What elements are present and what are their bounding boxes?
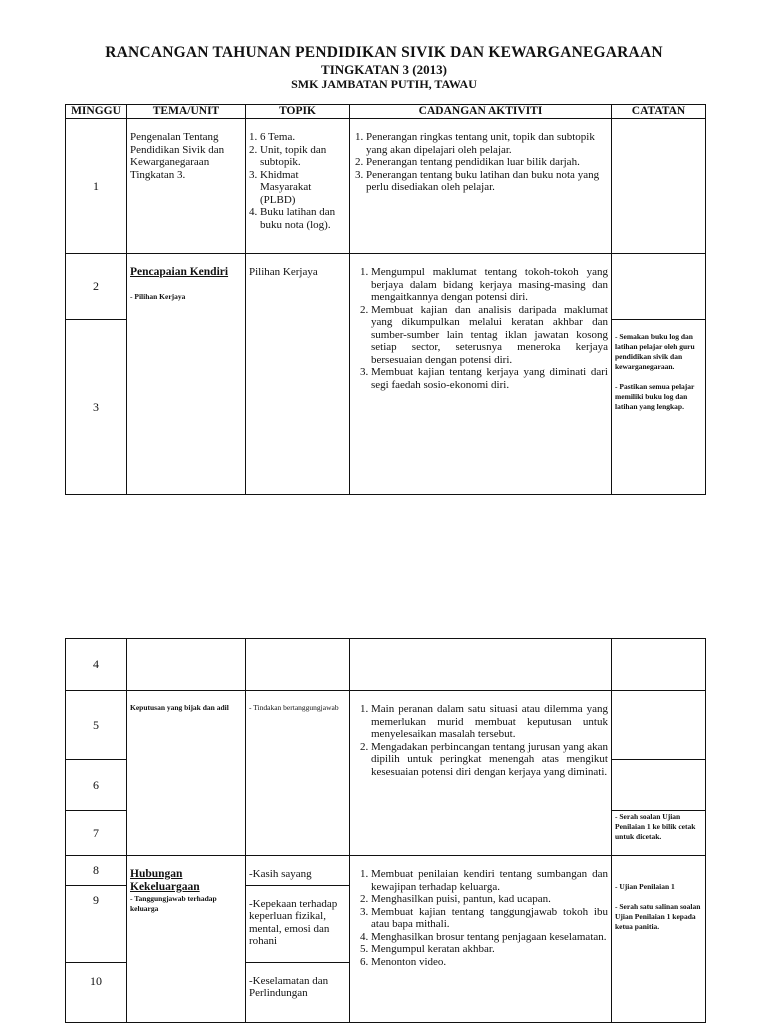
col-header-minggu: MINGGU [66,105,127,119]
unit-subtitle: - Tanggungjawab terhadap keluarga [130,894,217,913]
topik-text: - Tindakan bertanggungjawab [249,703,339,712]
topik-item: 2. Unit, topik dan subtopik. [260,144,346,169]
topik-cell [246,691,350,856]
col-header-tema: TEMA/UNIT [127,105,246,119]
topik-item: 3. Khidmat Masyarakat (PLBD) [260,169,346,207]
col-header-catatan: CATATAN [612,105,706,119]
aktiviti-item: 1. Mengumpul maklumat tentang tokoh-tokoh yang berjaya dalam bidang kerjaya masing-masing dan mengaitkannya dengan potensi diri. [371,266,608,304]
table-row [66,691,706,760]
topik-cell [246,639,350,691]
catatan-cell [612,760,706,811]
aktiviti-item: 1. Membuat penilaian kendiri tentang sumbangan dan kewajipan terhadap keluarga. [371,868,608,893]
week-number: 5 [66,691,127,760]
aktiviti-item: 2. Menghasilkan puisi, pantun, kad ucapan. [371,893,608,906]
table-row [66,254,706,320]
aktiviti-item: 2. Membuat kajian dan analisis daripada maklumat yang dikumpulkan melalui keratan akhbar dan sumber-sumber lain tentag iklan jawatan kosong setiap sector, seterusnya meneroka kerjaya bersesuaian dengan potensi diri. [371,304,608,367]
document-title: RANCANGAN TAHUNAN PENDIDIKAN SIVIK DAN KEWARGANEGARAAN [105,44,663,61]
tema-cell [127,254,246,495]
catatan-note: - Semakan buku log dan latihan pelajar oleh guru pendidikan sivik dan kewarganegaraan. [615,332,695,371]
week-number: 8 [66,856,127,886]
tema-cell [127,856,246,1023]
header-row [66,105,706,119]
document-subtitle: TINGKATAN 3 (2013) [321,62,447,77]
week-number: 4 [66,639,127,691]
col-header-aktiviti: CADANGAN AKTIVITI [350,105,612,119]
topik-cell: -Kepekaan terhadap keperluan fizikal, mental, emosi dan rohani [246,885,350,962]
topik-item: 4. Buku latihan dan buku nota (log). [260,206,346,231]
aktiviti-cell [350,254,612,495]
topik-cell: -Kasih sayang [246,856,350,886]
table-row [66,119,706,254]
catatan-cell [612,119,706,254]
catatan-note: - Serah satu salinan soalan Ujian Penilaian 1 kepada ketua panitia. [615,902,701,931]
unit-title: Hubungan Kekeluargaan [130,868,200,893]
aktiviti-cell [350,639,612,691]
week-number: 6 [66,760,127,811]
aktiviti-item: 4. Menghasilkan brosur tentang penjagaan keselamatan. [371,931,608,944]
topik-cell: -Keselamatan dan Perlindungan [246,962,350,1022]
aktiviti-item: 3. Membuat kajian tentang kerjaya yang diminati dari segi faedah sosio-ekonomi diri. [371,366,608,391]
catatan-cell [612,254,706,320]
catatan-cell [612,811,706,856]
topik-cell: Pilihan Kerjaya [246,254,350,495]
topik-item: 1. 6 Tema. [260,131,346,144]
aktiviti-item: 6. Menonton video. [371,956,608,969]
unit-title: Keputusan yang bijak dan adil [130,703,229,712]
aktiviti-item: 3. Penerangan tentang buku latihan dan buku nota yang perlu disediakan oleh pelajar. [366,169,608,194]
catatan-cell [612,320,706,495]
school-name: SMK JAMBATAN PUTIH, TAWAU [291,77,477,91]
table-row [66,639,706,691]
catatan-cell [612,639,706,691]
aktiviti-item: 3. Membuat kajian tentang tanggungjawab tokoh ibu atau bapa mithali. [371,906,608,931]
aktiviti-cell [350,119,612,254]
table-row [66,856,706,886]
aktiviti-cell [350,856,612,1023]
catatan-cell [612,856,706,1023]
aktiviti-item: 1. Penerangan ringkas tentang unit, topik dan subtopik yang akan dipelajari oleh pelajar. [366,131,608,156]
week-number: 10 [66,962,127,1022]
week-number: 1 [66,119,127,254]
aktiviti-cell [350,691,612,856]
catatan-note: - Ujian Penilaian 1 [615,882,675,891]
week-number: 7 [66,811,127,856]
aktiviti-item: 1. Main peranan dalam satu situasi atau dilemma yang memerlukan murid membuat keputusan untuk menyelesaikan masalah tersebut. [371,703,608,741]
col-header-topik: TOPIK [246,105,350,119]
tema-cell [127,691,246,856]
plan-table-2 [65,638,706,1023]
week-number: 9 [66,885,127,962]
aktiviti-item: 5. Mengumpul keratan akhbar. [371,943,608,956]
aktiviti-item: 2. Penerangan tentang pendidikan luar bilik darjah. [366,156,608,169]
aktiviti-item: 2. Mengadakan perbincangan tentang jurusan yang akan dipilih untuk peringkat menengah atas mengikut kesesuaian potensi diri dengan kerjaya yang diminati. [371,741,608,779]
tema-cell [127,639,246,691]
plan-table-1 [65,104,706,495]
unit-subtitle: - Pilihan Kerjaya [130,291,186,301]
topik-cell [246,119,350,254]
catatan-cell [612,691,706,760]
catatan-note: - Serah soalan Ujian Penilaian 1 ke bilik cetak untuk dicetak. [615,812,696,841]
unit-title: Pencapaian Kendiri [130,266,229,278]
catatan-note: - Pastikan semua pelajar memiliki buku log dan latihan yang lengkap. [615,382,695,411]
week-number: 3 [66,320,127,495]
tema-cell: Pengenalan Tentang Pendidikan Sivik dan Kewarganegaraan Tingkatan 3. [127,119,246,254]
week-number: 2 [66,254,127,320]
